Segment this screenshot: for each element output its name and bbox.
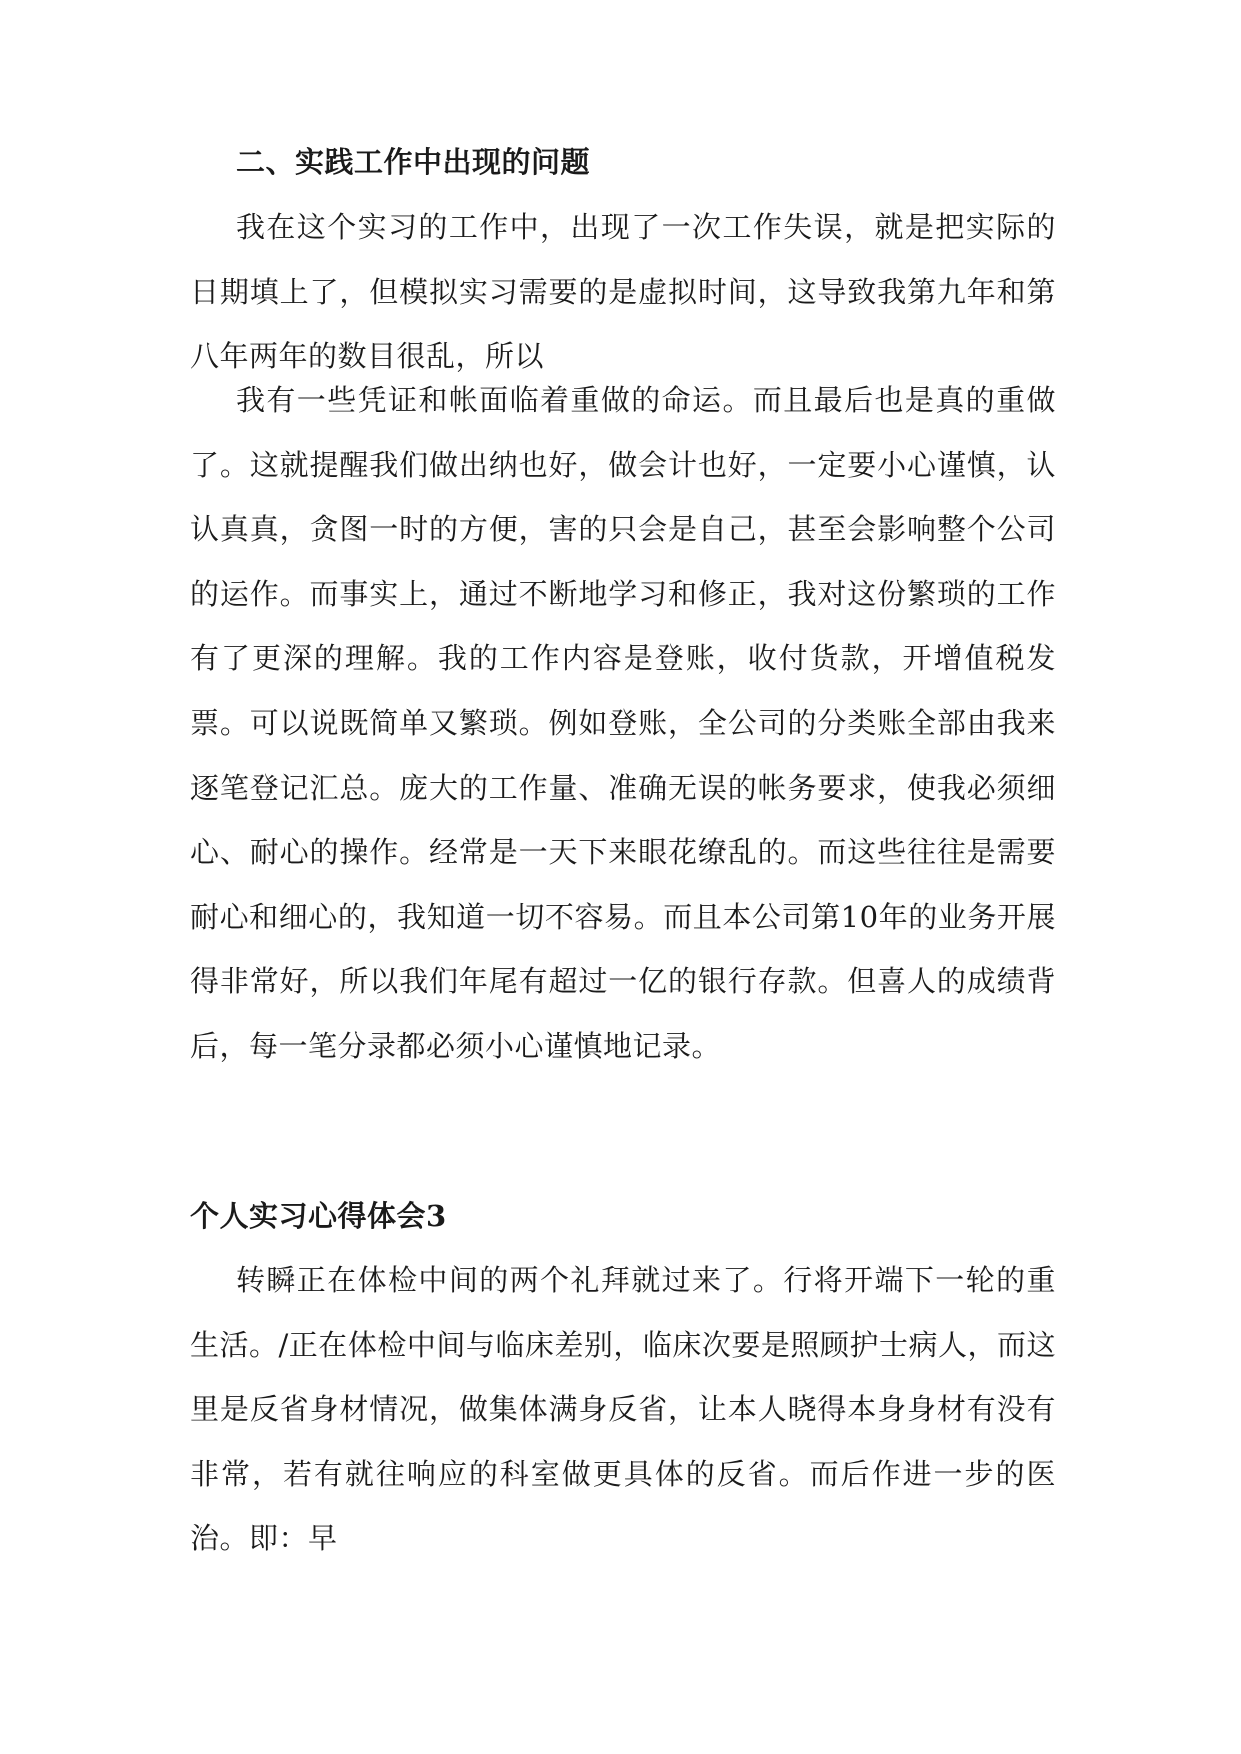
body-paragraph: 我在这个实习的工作中，出现了一次工作失误，就是把实际的日期填上了，但模拟实习需要的是虚拟时间，这导致我第九年和第八年两年的数目很乱，所以	[190, 210, 1056, 374]
section-heading-problems: 二、实践工作中出现的问题	[236, 145, 591, 179]
body-paragraph: 转瞬正在体检中间的两个礼拜就过来了。行将开端下一轮的重生活。/正在体检中间与临床差别，临床次要是照顾护士病人，而这里是反省身材情况，做集体满身反省，让本人晓得本身身材有没有非常，若有就往响应的科室做更具体的反省。而后作进一步的医治。即：早	[190, 1263, 1056, 1556]
body-paragraph: 我有一些凭证和帐面临着重做的命运。而且最后也是真的重做了。这就提醒我们做出纳也好，做会计也好，一定要小心谨慎，认认真真，贪图一时的方便，害的只会是自己，甚至会影响整个公司的运作。而事实上，通过不断地学习和修正，我对这份繁琐的工作有了更深的理解。我的工作内容是登账，收付货款，开增值税发票。可以说既简单又繁琐。例如登账，全公司的分类账全部由我来逐笔登记汇总。庞大的工作量、准确无误的帐务要求，使我必须细心、耐心的操作。经常是一天下来眼花缭乱的。而这些往往是需要耐心和细心的，我知道一切不容易。而且本公司第10年的业务开展得非常好，所以我们年尾有超过一亿的银行存款。但喜人的成绩背后，每一笔分录都必须小心谨慎地记录。	[190, 383, 1056, 1063]
section-heading-experience: 个人实习心得体会3	[190, 1199, 447, 1233]
